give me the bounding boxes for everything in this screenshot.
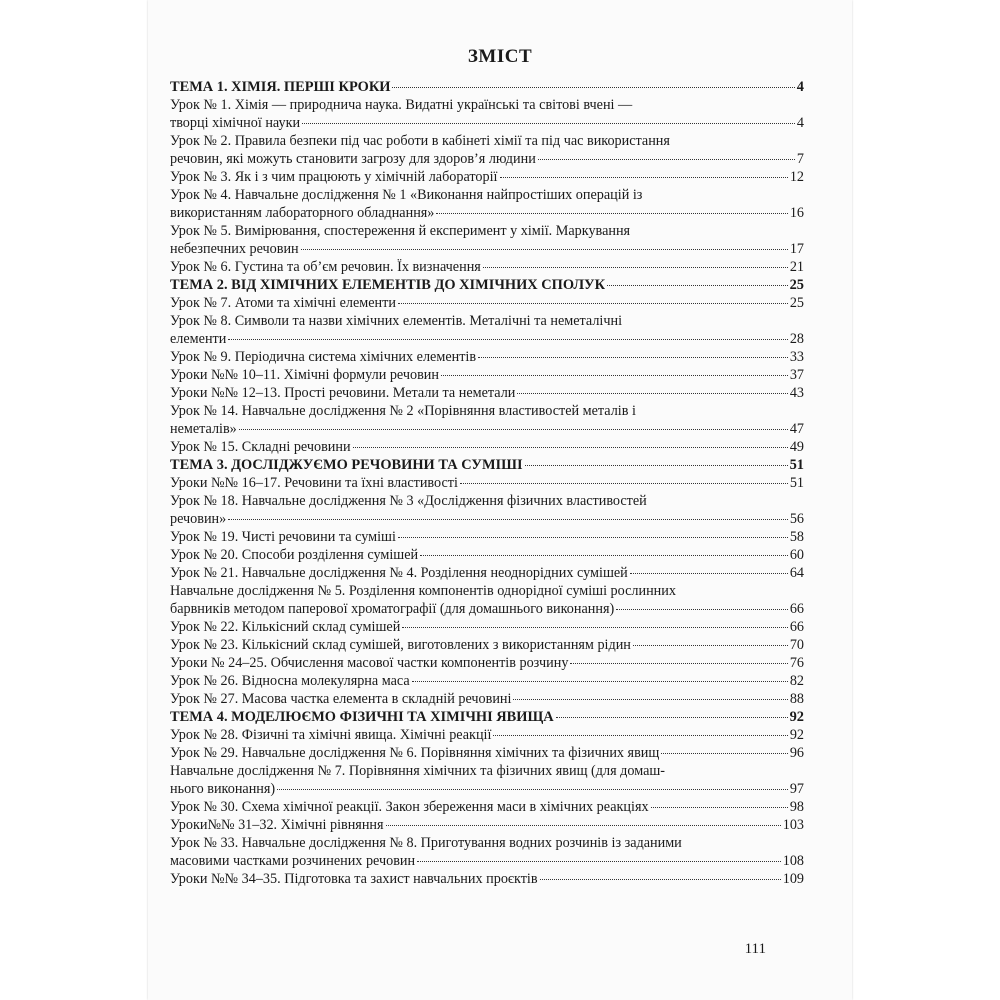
- toc-entry-text: речовин»: [170, 511, 227, 527]
- toc-entry-text: Урок № 3. Як і з чим працюють у хімічній лабораторії: [170, 169, 498, 185]
- toc-entry: [170, 168, 804, 186]
- toc-topic: [170, 456, 804, 474]
- toc-entry: [170, 402, 804, 438]
- toc-page-number: 56: [789, 511, 804, 527]
- toc-entry: [170, 618, 804, 636]
- dot-leader: [302, 123, 795, 124]
- toc-entry-text: масовими частками розчинених речовин: [170, 853, 416, 869]
- toc-entry-text: неметалів»: [170, 421, 237, 437]
- toc-page-number: 12: [789, 169, 804, 185]
- toc-entry: [170, 438, 804, 456]
- dot-leader: [483, 267, 788, 268]
- toc-entry-text: Урок № 15. Складні речовини: [170, 439, 351, 455]
- toc-entry: [170, 222, 804, 258]
- toc-page-number: 97: [789, 781, 804, 797]
- toc-entry: [170, 492, 804, 528]
- dot-leader: [661, 753, 788, 754]
- toc-page-number: 64: [789, 565, 804, 581]
- toc-page-number: 103: [782, 817, 804, 833]
- toc-entry-text: творці хімічної науки: [170, 115, 301, 131]
- toc-page-number: 25: [789, 295, 804, 311]
- toc-entry-text: Урок № 29. Навчальне дослідження № 6. Порівняння хімічних та фізичних явищ: [170, 745, 660, 761]
- dot-leader: [353, 447, 788, 448]
- toc-entry: [170, 654, 804, 672]
- dot-leader: [493, 735, 787, 736]
- toc-page-number: 108: [782, 853, 804, 869]
- toc-page-number: 7: [796, 151, 804, 167]
- table-of-contents: [170, 78, 804, 888]
- toc-entry-text: Навчальне дослідження № 7. Порівняння хімічних та фізичних явищ (для домаш-: [170, 763, 666, 779]
- toc-page-number: 98: [789, 799, 804, 815]
- toc-entry-text: Уроки №№ 12–13. Прості речовини. Метали та неметали: [170, 385, 516, 401]
- toc-entry-text: Урок № 23. Кількісний склад сумішей, виготовлених з використанням рідин: [170, 637, 631, 653]
- toc-page-number: 58: [789, 529, 804, 545]
- toc-entry-text: ТЕМА 1. ХІМІЯ. ПЕРШІ КРОКИ: [170, 79, 391, 95]
- toc-page-number: 92: [789, 709, 804, 725]
- toc-entry: [170, 564, 804, 582]
- toc-page-number: 60: [789, 547, 804, 563]
- dot-leader: [616, 609, 788, 610]
- toc-entry-text: Урок № 19. Чисті речовини та суміші: [170, 529, 396, 545]
- dot-leader: [398, 537, 788, 538]
- toc-entry-text: Уроки №№ 16–17. Речовини та їхні властивості: [170, 475, 458, 491]
- dot-leader: [525, 465, 788, 466]
- toc-page-number: 82: [789, 673, 804, 689]
- toc-entry-text: Уроки №№ 10–11. Хімічні формули речовин: [170, 367, 439, 383]
- dot-leader: [386, 825, 781, 826]
- toc-entry: [170, 186, 804, 222]
- toc-page-number: 49: [789, 439, 804, 455]
- toc-entry: [170, 870, 804, 888]
- toc-entry-text: Урок № 14. Навчальне дослідження № 2 «Порівняння властивостей металів і: [170, 403, 636, 419]
- toc-page-number: 70: [789, 637, 804, 653]
- toc-page-number: 66: [789, 601, 804, 617]
- toc-entry: [170, 798, 804, 816]
- dot-leader: [420, 555, 788, 556]
- toc-entry-text: Урок № 22. Кількісний склад сумішей: [170, 619, 401, 635]
- toc-page-number: 76: [789, 655, 804, 671]
- toc-entry-text: ТЕМА 4. МОДЕЛЮЄМО ФІЗИЧНІ ТА ХІМІЧНІ ЯВИЩА: [170, 709, 554, 725]
- toc-entry: [170, 96, 804, 132]
- dot-leader: [417, 861, 781, 862]
- toc-entry-text: Урок № 7. Атоми та хімічні елементи: [170, 295, 396, 311]
- toc-entry-text: використанням лабораторного обладнання»: [170, 205, 435, 221]
- toc-entry-text: Урок № 1. Хімія — природнича наука. Видатні українські та світові вчені —: [170, 97, 633, 113]
- toc-entry-text: барвників методом паперової хроматографії (для домашнього виконання): [170, 601, 615, 617]
- dot-leader: [460, 483, 788, 484]
- toc-entry: [170, 726, 804, 744]
- toc-topic: [170, 78, 804, 96]
- page-number: 111: [744, 941, 766, 957]
- toc-entry-text: Урок № 30. Схема хімічної реакції. Закон збереження маси в хімічних реакціях: [170, 799, 649, 815]
- toc-entry: [170, 834, 804, 870]
- toc-topic: [170, 708, 804, 726]
- toc-entry-text: Урок № 6. Густина та об’єм речовин. Їх визначення: [170, 259, 481, 275]
- toc-page-number: 25: [789, 277, 804, 293]
- toc-page-number: 21: [789, 259, 804, 275]
- toc-page-number: 66: [789, 619, 804, 635]
- toc-page-number: 16: [789, 205, 804, 221]
- toc-entry: [170, 474, 804, 492]
- toc-entry: [170, 816, 804, 834]
- toc-page-number: 4: [796, 79, 804, 95]
- toc-entry-text: ТЕМА 2. ВІД ХІМІЧНИХ ЕЛЕМЕНТІВ ДО ХІМІЧНИХ СПОЛУК: [170, 277, 606, 293]
- dot-leader: [633, 645, 788, 646]
- dot-leader: [228, 339, 787, 340]
- dot-leader: [398, 303, 788, 304]
- toc-entry-text: Урок № 33. Навчальне дослідження № 8. Приготування водних розчинів із заданими: [170, 835, 682, 851]
- toc-entry: [170, 744, 804, 762]
- dot-leader: [301, 249, 788, 250]
- dot-leader: [441, 375, 788, 376]
- toc-entry-text: Урок № 20. Способи розділення сумішей: [170, 547, 419, 563]
- toc-topic: [170, 276, 804, 294]
- toc-entry-text: Урок № 4. Навчальне дослідження № 1 «Виконання найпростіших операцій із: [170, 187, 643, 203]
- toc-page-number: 88: [789, 691, 804, 707]
- dot-leader: [570, 663, 787, 664]
- dot-leader: [500, 177, 788, 178]
- toc-entry-text: Навчальне дослідження № 5. Розділення компонентів однорідної суміші рослинних: [170, 583, 676, 599]
- dot-leader: [651, 807, 788, 808]
- toc-page-number: 37: [789, 367, 804, 383]
- toc-entry-text: Урок № 21. Навчальне дослідження № 4. Розділення неоднорідних сумішей: [170, 565, 628, 581]
- dot-leader: [436, 213, 787, 214]
- toc-entry-text: Уроки№№ 31–32. Хімічні рівняння: [170, 817, 384, 833]
- toc-entry: [170, 672, 804, 690]
- page-title: ЗМІСТ: [467, 46, 533, 67]
- toc-page-number: 109: [782, 871, 804, 887]
- toc-entry: [170, 528, 804, 546]
- toc-entry-text: Урок № 28. Фізичні та хімічні явища. Хімічні реакції: [170, 727, 492, 743]
- toc-entry-text: ТЕМА 3. ДОСЛІДЖУЄМО РЕЧОВИНИ ТА СУМІШІ: [170, 457, 523, 473]
- toc-entry: [170, 546, 804, 564]
- toc-entry-text: елементи: [170, 331, 227, 347]
- toc-entry: [170, 294, 804, 312]
- toc-entry-text: Урок № 18. Навчальне дослідження № 3 «Дослідження фізичних властивостей: [170, 493, 647, 509]
- toc-page-number: 47: [789, 421, 804, 437]
- dot-leader: [630, 573, 788, 574]
- dot-leader: [517, 393, 787, 394]
- dot-leader: [239, 429, 788, 430]
- dot-leader: [392, 87, 794, 88]
- dot-leader: [540, 879, 781, 880]
- toc-entry: [170, 384, 804, 402]
- toc-entry: [170, 132, 804, 168]
- toc-page-number: 28: [789, 331, 804, 347]
- toc-entry: [170, 348, 804, 366]
- toc-entry-text: Урок № 27. Масова частка елемента в складній речовині: [170, 691, 512, 707]
- toc-entry-text: Урок № 8. Символи та назви хімічних елементів. Металічні та неметалічні: [170, 313, 623, 329]
- toc-entry-text: Урок № 2. Правила безпеки під час роботи в кабінеті хімії та під час використання: [170, 133, 670, 149]
- toc-entry-text: небезпечних речовин: [170, 241, 299, 257]
- dot-leader: [607, 285, 788, 286]
- toc-entry-text: Урок № 26. Відносна молекулярна маса: [170, 673, 410, 689]
- toc-page-number: 33: [789, 349, 804, 365]
- dot-leader: [538, 159, 795, 160]
- toc-entry-text: Уроки №№ 34–35. Підготовка та захист навчальних проєктів: [170, 871, 538, 887]
- toc-page-number: 92: [789, 727, 804, 743]
- toc-entry-text: Урок № 5. Вимірювання, спостереження й експеримент у хімії. Маркування: [170, 223, 631, 239]
- toc-entry: [170, 762, 804, 798]
- dot-leader: [513, 699, 787, 700]
- dot-leader: [402, 627, 788, 628]
- toc-entry: [170, 690, 804, 708]
- toc-entry: [170, 582, 804, 618]
- dot-leader: [478, 357, 788, 358]
- dot-leader: [556, 717, 788, 718]
- toc-entry-text: речовин, які можуть становити загрозу для здоров’я людини: [170, 151, 536, 167]
- toc-entry: [170, 366, 804, 384]
- toc-entry: [170, 636, 804, 654]
- toc-page-number: 96: [789, 745, 804, 761]
- dot-leader: [412, 681, 788, 682]
- toc-page-number: 51: [789, 475, 804, 491]
- toc-page-number: 4: [796, 115, 804, 131]
- toc-entry: [170, 258, 804, 276]
- dot-leader: [277, 789, 788, 790]
- toc-page-number: 17: [789, 241, 804, 257]
- book-page: [148, 0, 852, 1000]
- toc-page-number: 43: [789, 385, 804, 401]
- dot-leader: [228, 519, 788, 520]
- toc-entry-text: нього виконання): [170, 781, 276, 797]
- toc-entry-text: Урок № 9. Періодична система хімічних елементів: [170, 349, 477, 365]
- toc-entry: [170, 312, 804, 348]
- toc-entry-text: Уроки № 24–25. Обчислення масової частки компонентів розчину: [170, 655, 569, 671]
- toc-page-number: 51: [789, 457, 804, 473]
